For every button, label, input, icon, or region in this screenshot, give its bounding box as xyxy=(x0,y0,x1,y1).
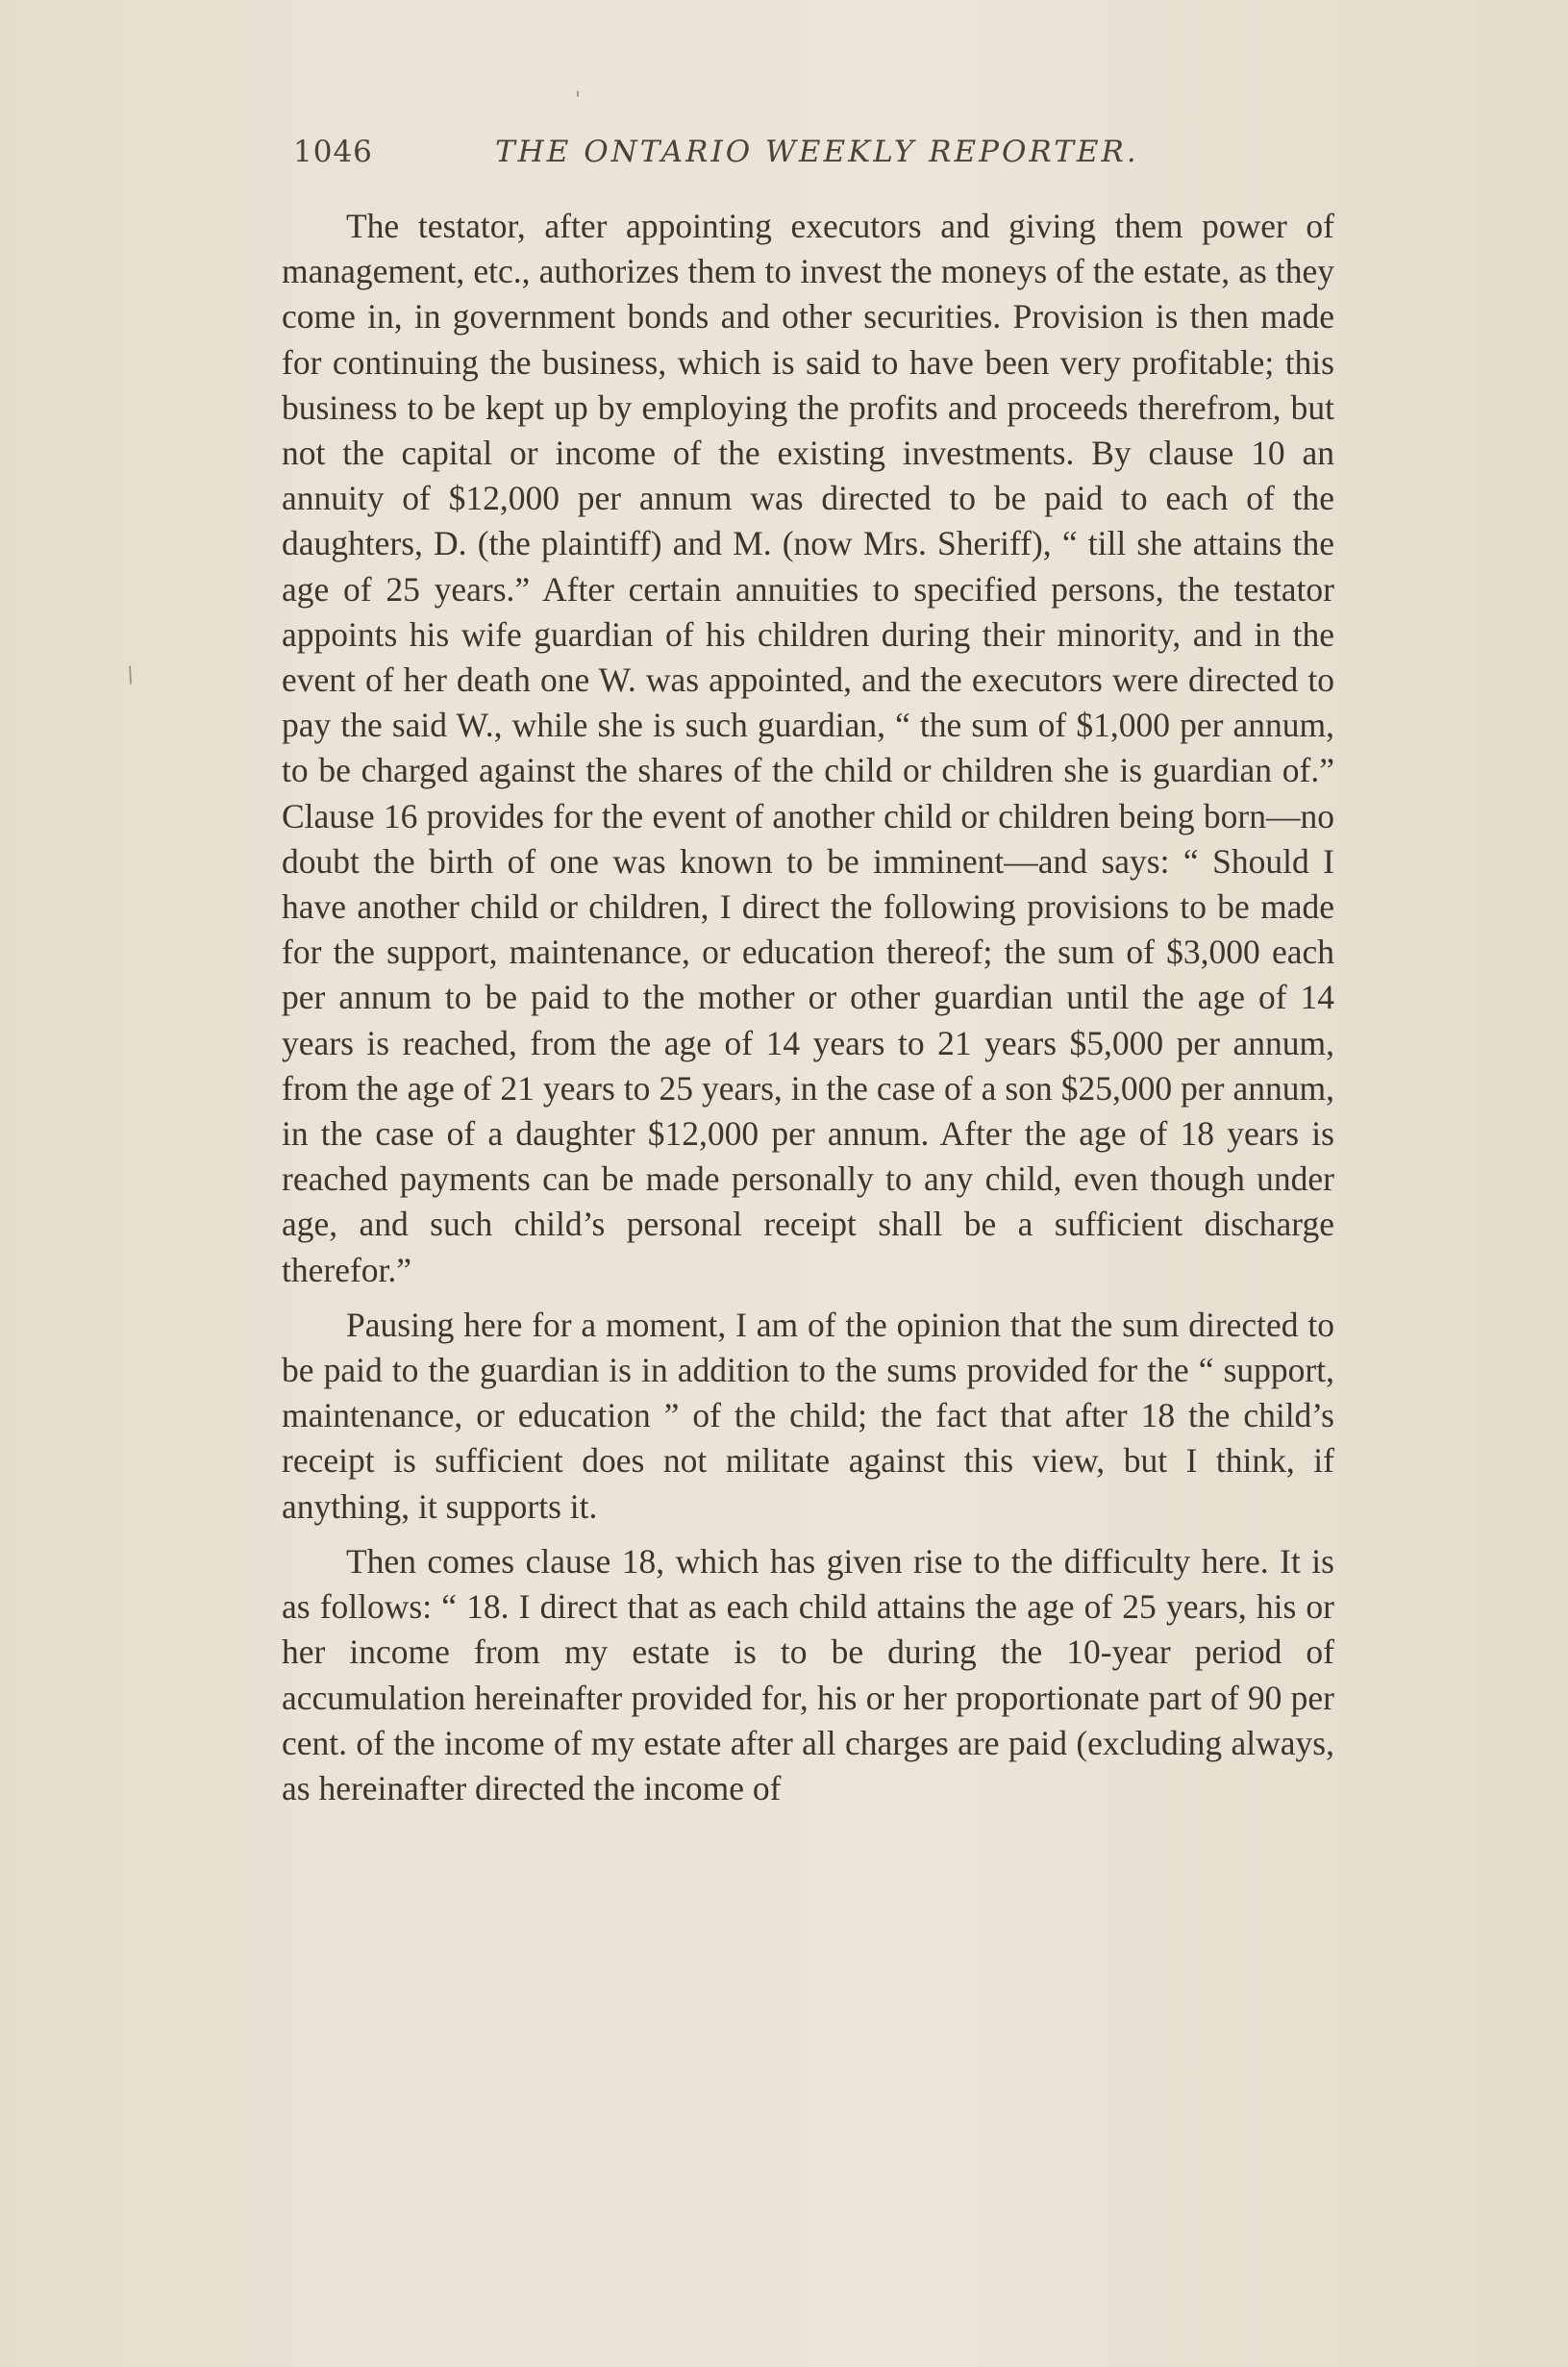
margin-mark: / xyxy=(122,662,138,688)
margin-mark: ' xyxy=(575,88,582,112)
paragraph: Pausing here for a moment, I am of the opinion that the sum directed to be paid to the guardian is in addition to the sums provided for the “ support, maintenance, or education ” of the child; the fact that after 18 the child’s receipt is sufficient does not militate against this view, but I think, if anything, it supports it. xyxy=(282,1305,1334,1526)
paragraph: Then comes clause 18, which has given rise to the difficulty here. It is as follows: “ 18. I direct that as each child attains the age of 25 years, his or her income from my estate is to be during the 10-year period of accumulation hereinafter provided for, his or her proportionate part of 90 per cent. of the income of my estate after all charges are paid (excluding always, as hereinafter directed the income of xyxy=(282,1541,1334,1807)
body-text xyxy=(282,204,1334,1821)
page-number: 1046 xyxy=(293,135,373,169)
paragraph: The testator, after appointing executors and giving them power of management, etc., authorizes them to invest the moneys of the estate, as they come in, in government bonds and other securities. Provision is then made for continuing the business, which is said to have been very profitable; this business to be kept up by employing the profits and proceeds therefrom, but not the capital or income of the existing investments. By clause 10 an annuity of $12,000 per annum was directed to be paid to each of the daughters, D. (the plaintiff) and M. (now Mrs. Sheriff), “ till she attains the age of 25 years.” After certain annuities to specified persons, the testator appoints his wife guardian of his children during their minority, and in the event of her death one W. was appointed, and the executors were directed to pay the said W., while she is such guardian, “ the sum of $1,000 per annum, to be charged against the shares of the child or children she is guardian of.” Clause 16 provides for the event of another child or children being born—no doubt the birth of one was known to be imminent—and says: “ Should I have another child or children, I direct the following provisions to be made for the support, maintenance, or education thereof; the sum of $3,000 each per annum to be paid to the mother or other guardian until the age of 14 years is reached, from the age of 14 years to 21 years $5,000 per annum, from the age of 21 years to 25 years, in the case of a son $25,000 per annum, in the case of a daughter $12,000 per annum. After the age of 18 years is reached payments can be made personally to any child, even though under age, and such child’s personal receipt shall be a sufficient discharge therefor.” xyxy=(282,207,1334,1289)
page-header xyxy=(293,135,1332,183)
running-title: THE ONTARIO WEEKLY REPORTER. xyxy=(495,135,1139,169)
